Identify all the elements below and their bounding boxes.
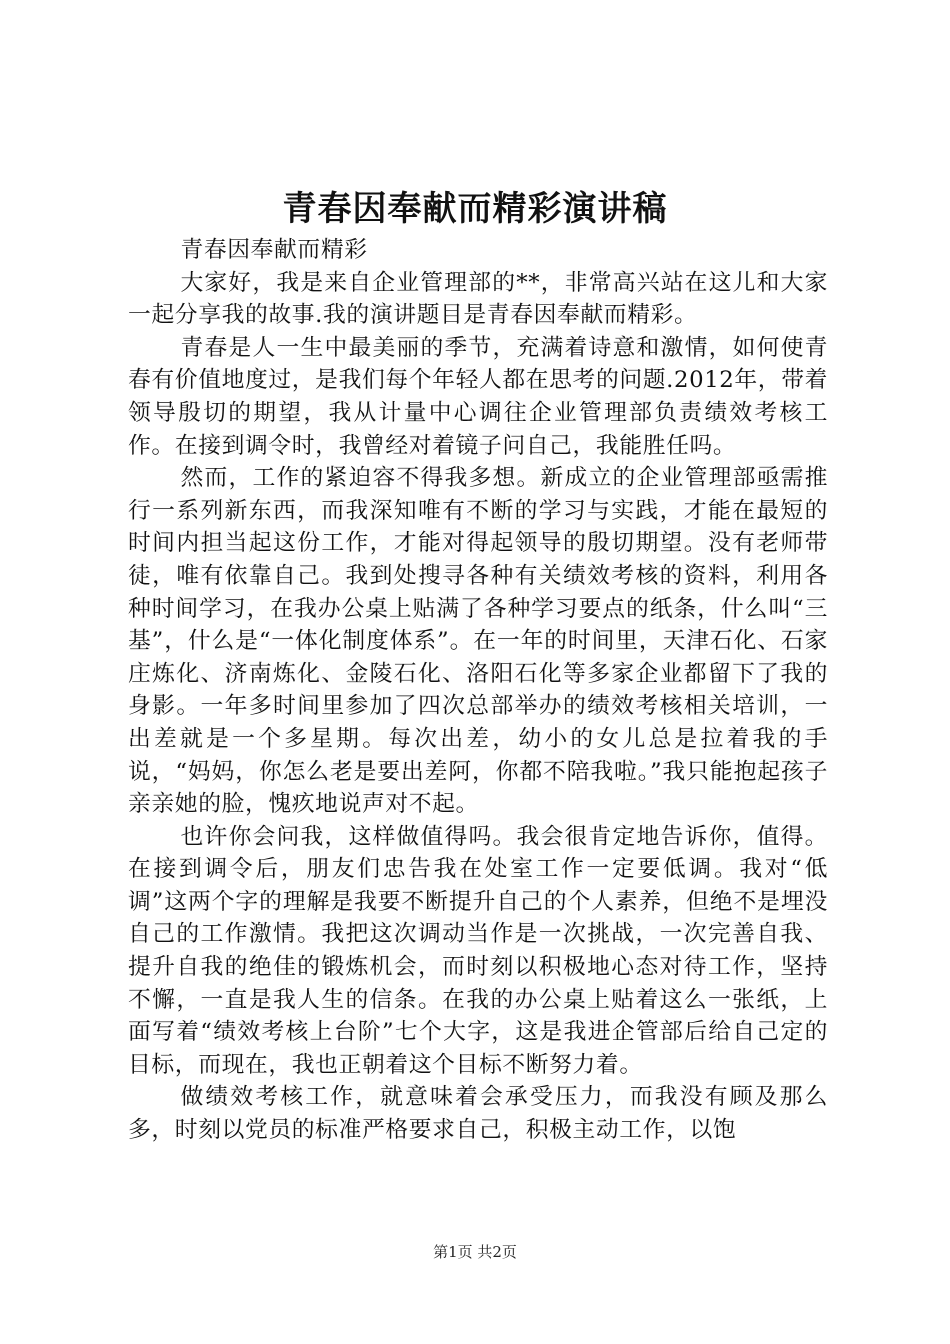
paragraph: 青春因奉献而精彩 (180, 237, 368, 263)
paragraph: 青春是人一生中最美丽的季节，充满着诗意和激情，如何使青春有价值地度过，是我们每个年轻人都在思考的问题.2012年，带着领导殷切的期望，我从计量中心调往企业管理部负责绩效考核工作。在接到调令时，我曾经对着镜子问自己，我能胜任吗。 (128, 334, 828, 459)
paragraph: 也许你会问我，这样做值得吗。我会很肯定地告诉你，值得。在接到调令后，朋友们忠告我在处室工作一定要低调。我对“低调”这两个字的理解是我要不断提升自己的个人素养，但绝不是埋没自己的工作激情。我把这次调动当作是一次挑战，一次完善自我、提升自我的绝佳的锻炼机会，而时刻以积极地心态对待工作，坚持不懈，一直是我人生的信条。在我的办公桌上贴着这么一张纸，上面写着“绩效考核上台阶”七个大字，这是我进企管部后给自己定的目标，而现在，我也正朝着这个目标不断努力着。 (128, 823, 828, 1078)
document-body (128, 234, 828, 1147)
paragraph: 做绩效考核工作，就意味着会承受压力，而我没有顾及那么多，时刻以党员的标准严格要求自己，积极主动工作，以饱 (128, 1084, 828, 1144)
paragraph: 然而，工作的紧迫容不得我多想。新成立的企业管理部亟需推行一系列新东西，而我深知唯有不断的学习与实践，才能在最短的时间内担当起这份工作，才能对得起领导的殷切期望。没有老师带徒，唯有依靠自己。我到处搜寻各种有关绩效考核的资料，利用各种时间学习，在我办公桌上贴满了各种学习要点的纸条，什么叫“三基”，什么是“一体化制度体系”。在一年的时间里，天津石化、石家庄炼化、济南炼化、金陵石化、洛阳石化等多家企业都留下了我的身影。一年多时间里参加了四次总部举办的绩效考核相关培训，一出差就是一个多星期。每次出差，幼小的女儿总是拉着我的手说，“妈妈，你怎么老是要出差阿，你都不陪我啦。”我只能抱起孩子亲亲她的脸，愧疚地说声对不起。 (128, 465, 828, 818)
paragraph: 大家好，我是来自企业管理部的**，非常高兴站在这儿和大家一起分享我的故事.我的演讲题目是青春因奉献而精彩。 (128, 269, 828, 329)
page-footer: 第1页 共2页 (433, 1243, 517, 1261)
document-title: 青春因奉献而精彩演讲稿 (282, 189, 668, 229)
